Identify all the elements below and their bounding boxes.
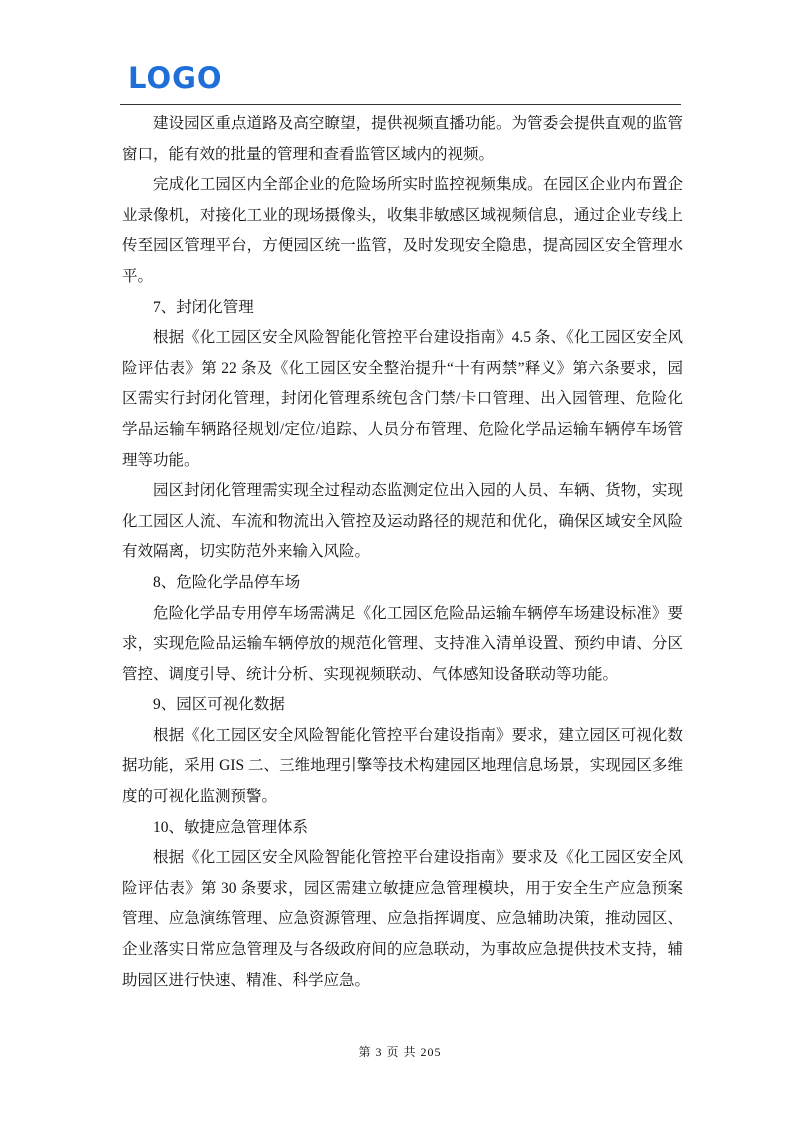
header-divider	[120, 104, 681, 105]
body-paragraph: 危险化学品专用停车场需满足《化工园区危险品运输车辆停车场建设标准》要求，实现危险品运输车辆停放的规范化管理、支持准入清单设置、预约申请、分区管控、调度引导、统计分析、实现视频联动、气体感知设备联动等功能。	[122, 604, 683, 683]
section-heading: 10、敏捷应急管理体系	[153, 818, 309, 836]
body-paragraph: 根据《化工园区安全风险智能化管控平台建设指南》4.5 条、《化工园区安全风险评估表》第 22 条及《化工园区安全整治提升“十有两禁”释义》第六条要求，园区需实行封闭化管理，封闭化管理系统包含门禁/卡口管理、出入园管理、危险化学品运输车辆路径规划/定位/追踪、人员分布管理、危险化学品运输车辆停车场管理等功能。	[122, 329, 683, 469]
section-heading: 9、园区可视化数据	[153, 696, 285, 714]
logo: LOGO	[128, 61, 223, 95]
page-number-footer: 第 3 页 共 205	[358, 1045, 442, 1059]
section-heading: 8、危险化学品停车场	[153, 573, 301, 591]
document-body	[122, 109, 683, 996]
body-paragraph: 根据《化工园区安全风险智能化管控平台建设指南》要求及《化工园区安全风险评估表》第 30 条要求，园区需建立敏捷应急管理模块，用于安全生产应急预案管理、应急演练管理、应急资源管理、应急指挥调度、应急辅助决策，推动园区、企业落实日常应急管理及与各级政府间的应急联动，为事故应急提供技术支持，辅助园区进行快速、精准、科学应急。	[122, 849, 683, 989]
body-paragraph: 园区封闭化管理需实现全过程动态监测定位出入园的人员、车辆、货物，实现化工园区人流、车流和物流出入管控及运动路径的规范和优化，确保区域安全风险有效隔离，切实防范外来输入风险。	[122, 482, 683, 561]
body-paragraph: 建设园区重点道路及高空瞭望，提供视频直播功能。为管委会提供直观的监管窗口，能有效的批量的管理和查看监管区域内的视频。	[122, 115, 683, 163]
body-paragraph: 完成化工园区内全部企业的危险场所实时监控视频集成。在园区企业内布置企业录像机，对接化工业的现场摄像头，收集非敏感区域视频信息，通过企业专线上传至园区管理平台，方便园区统一监管，及时发现安全隐患，提高园区安全管理水平。	[122, 176, 683, 285]
body-paragraph: 根据《化工园区安全风险智能化管控平台建设指南》要求，建立园区可视化数据功能，采用 GIS 二、三维地理引擎等技术构建园区地理信息场景，实现园区多维度的可视化监测预警。	[122, 726, 683, 806]
section-heading: 7、封闭化管理	[153, 298, 254, 316]
